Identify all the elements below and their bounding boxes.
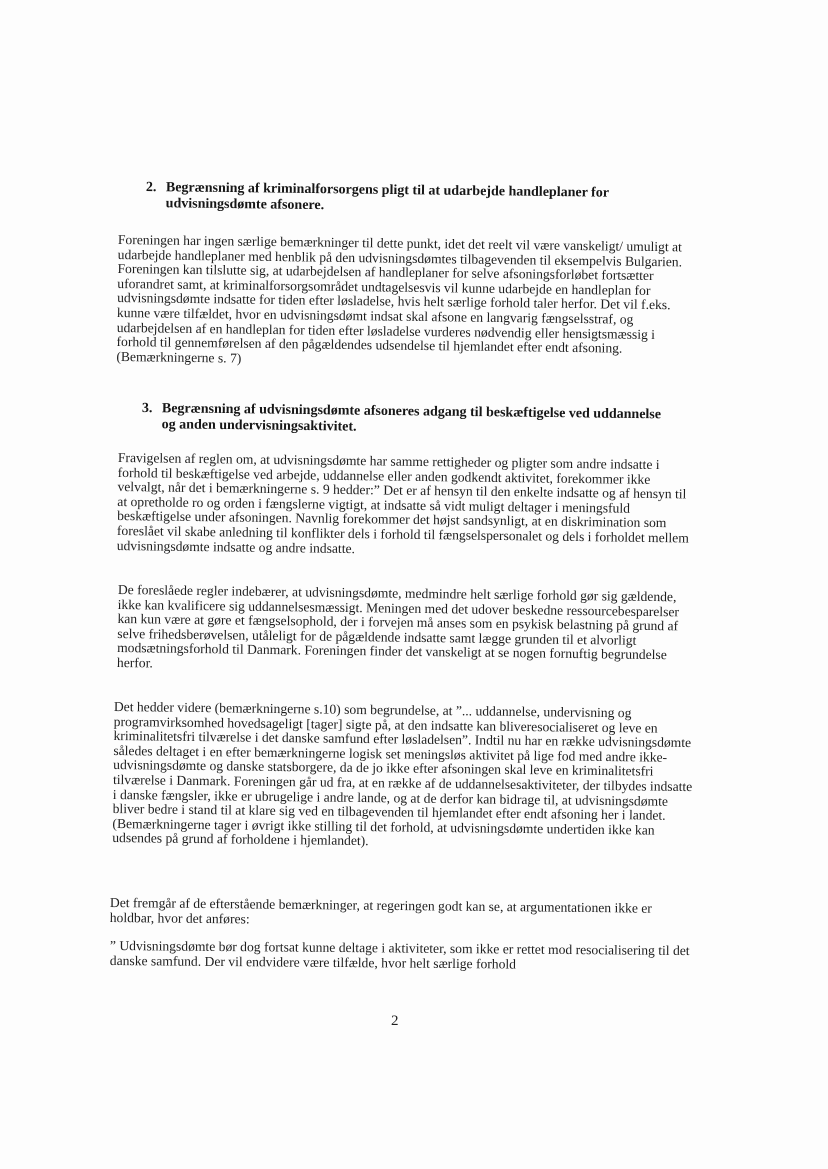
- paragraph-handleplaner: Foreningen har ingen særlige bemærkninger til dette punkt, idet det reelt vil være vanskeligt/ umuligt at udarbejde handleplaner med henblik på den udvisningsdømtes tilbagevenden til eksempelvis Bulgarien. Foreningen kan tilslutte sig, at udarbejdelsen af handleplaner for selve afsoningsforløbet fortsætter uforandret samt, at kriminalforsorgsområdet undtagelsesvis vil kunne udarbejde en handleplan for udvisningsdømte indsatte for tiden efter løsladelse, hvis helt særlige forhold taler herfor. Det vil f.eks. kunne være tilfældet, hvor en udvisningsdømt indsat skal afsone en langvarig fængselsstraf, og udarbejdelsen af en handleplan for tiden efter løsladelse vurderes nødvendig eller hensigtsmæssig i forhold til gennemførelsen af den pågældendes udsendelse til hjemlandet efter endt afsoning. (Bemærkningerne s. 7): [116, 232, 683, 366]
- section-number: 3.: [141, 401, 153, 417]
- page-number: 2: [391, 1013, 399, 1029]
- paragraph-foreslaaede-regler: De foreslåede regler indebærer, at udvisningsdømte, medmindre helt særlige forhold gør sig gældende, ikke kan kvalificere sig uddannelsesmæssigt. Meningen med det udover beskedne ressourcebesparelser kan kun være at gøre et fængselsophold, der i forvejen må anses som en psykisk belastning på grund af selve frihedsberøvelsen, utåleligt for de pågældende indsatte samt lægge grunden til et alvorligt modsætningsforhold til Danmark. Foreningen finder det vanskeligt at se nogen fornuftig begrundelse herfor.: [116, 582, 680, 671]
- paragraph-quote: ” Udvisningsdømte bør dog fortsat kunne deltage i aktiviteter, som ikke er rettet mod resocialisering til det danske samfund. Der vil endvidere være tilfælde, hvor helt særlige forhold: [109, 938, 690, 972]
- paragraph-hedder-videre: Det hedder videre (bemærkningerne s.10) som begrundelse, at ”... uddannelse, undervisning og programvirksomhed hovedsageligt [tager] sigte på, at den indsatte kan bliveresocialiseret og leve en kriminalitetsfri tilværelse i det danske samfund efter løsladelsen”. Indtil nu har en række udvisningsdømte således deltaget i en efter bemærkningerne logisk set meningsløs aktivitet på lige fod med andre ikke-udvisningsdømte og danske statsborgere, da de jo ikke efter afsoningen skal leve en kriminalitetsfri tilværelse i Danmark. Foreningen går ud fra, at en række af de uddannelsesaktiviteter, der tilbydes indsatte i danske fængsler, ikke er ubrugelige i andre lande, og at de derfor kan bidrage til, at udvisningsdømte bliver bedre i stand til at klare sig ved en tilbagevenden til hjemlandet efter endt afsoning her i landet. (Bemærkningerne tager i øvrigt ikke stilling til det forhold, at udvisningsdømte undertiden ikke kan udsendes på grund af forholdene i hjemlandet).: [112, 699, 693, 849]
- section-title: Begrænsning af kriminalforsorgens pligt til at udarbejde handleplaner for udvisningsdømte afsonere.: [165, 180, 609, 214]
- section-number: 2.: [145, 180, 157, 196]
- section-title: Begrænsning af udvisningsdømte afsoneres adgang til beskæftigelse ved uddannelse og anden undervisningsaktivitet.: [161, 401, 662, 435]
- paragraph-fravigelsen: Fravigelsen af reglen om, at udvisningsdømte har samme rettigheder og pligter som andre indsatte i forhold til beskæftigelse ved arbejde, uddannelse eller anden godkendt aktivitet, forekommer ikke velvalgt, når det i bemærkningerne s. 9 hedder:” Det er af hensyn til den enkelte indsatte og af hensyn til at opretholde ro og orden i fængslerne vigtigt, at indsatte så vidt muligt deltager i meningsfuld beskæftigelse under afsoningen. Navnlig forekommer det højst sandsynligt, at en diskrimination som foreslået vil skabe anledning til konflikter dels i forhold til fængselspersonalet og dels i forholdet mellem udvisningsdømte indsatte og andre indsatte.: [116, 450, 689, 556]
- paragraph-fremgaar: Det fremgår af de efterstående bemærkninger, at regeringen godt kan se, at argumentationen ikke er holdbar, hvor det anføres:: [109, 895, 652, 927]
